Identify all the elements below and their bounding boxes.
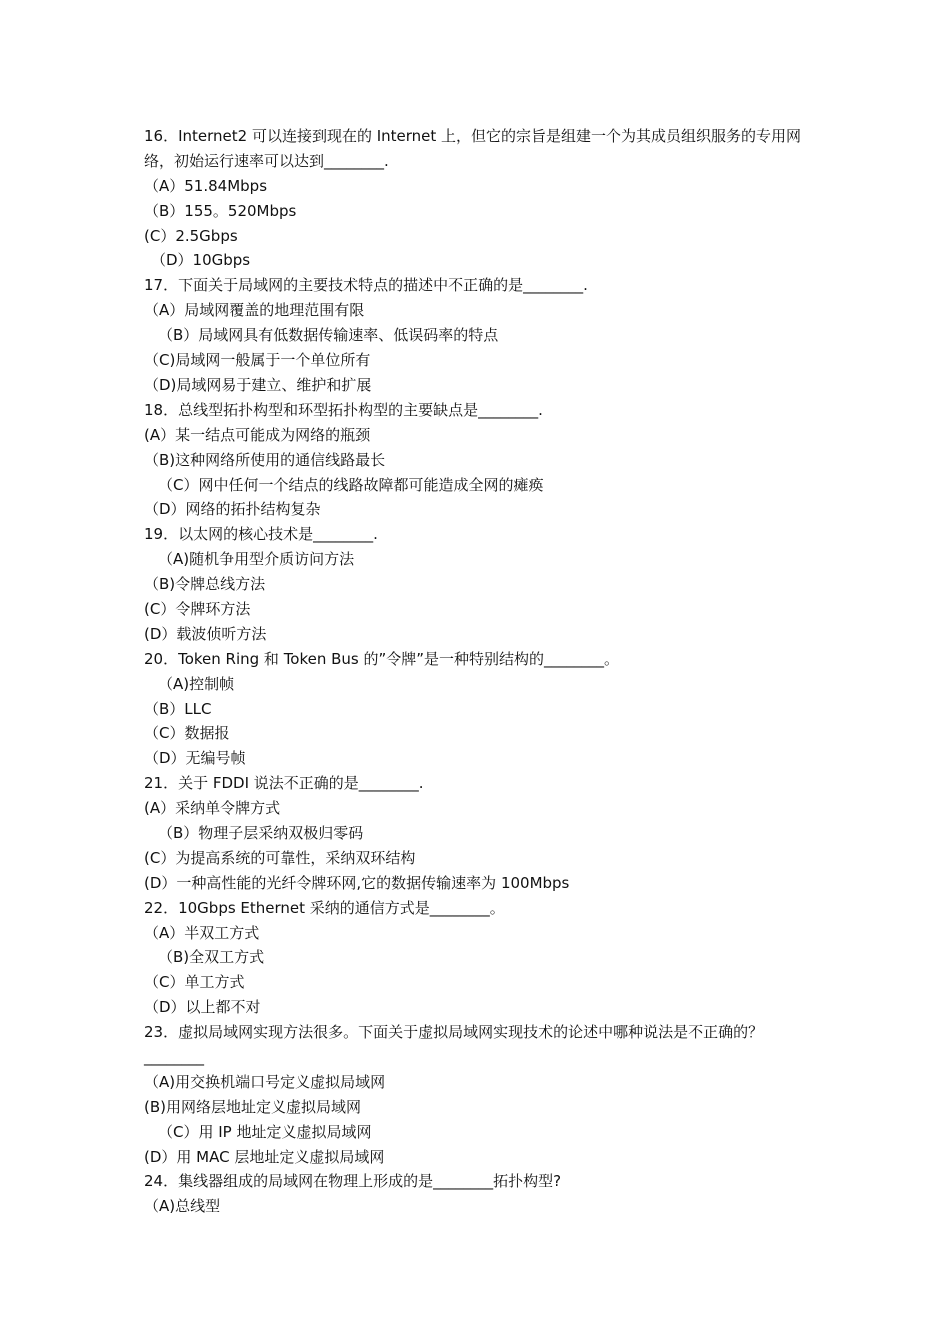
question-18-stem: 18．总线型拓扑构型和环型拓扑构型的主要缺点是________. — [144, 400, 543, 419]
question-16-option-a: （A）51.84Mbps — [144, 176, 268, 195]
question-22-option-d: （D）以上都不对 — [144, 998, 261, 1017]
question-16-option-d: （D）10Gbps — [151, 251, 251, 270]
question-21-option-c: (C）为提高系统的可靠性，采纳双环结构 — [144, 848, 416, 867]
question-21-option-b: （B）物理子层采纳双极归零码 — [158, 823, 364, 842]
question-22-stem: 22．10Gbps Ethernet 采纳的通信方式是________。 — [144, 898, 505, 917]
document-page — [144, 124, 814, 1219]
question-21-stem: 21．关于 FDDI 说法不正确的是________. — [144, 774, 424, 793]
question-18-option-b: （B)这种网络所使用的通信线路最长 — [144, 450, 386, 469]
question-19-option-a: （A)随机争用型介质访问方法 — [158, 550, 355, 569]
question-16-option-b: （B）155。520Mbps — [144, 201, 297, 220]
question-22-option-b: （B)全双工方式 — [158, 948, 265, 967]
question-23-option-d: (D）用 MAC 层地址定义虚拟局域网 — [144, 1147, 385, 1166]
question-20-stem: 20．Token Ring 和 Token Bus 的”令牌”是一种特别结构的________。 — [144, 649, 620, 668]
question-18-option-a: (A）某一结点可能成为网络的瓶颈 — [144, 425, 371, 444]
question-17-stem: 17．下面关于局域网的主要技术特点的描述中不正确的是________. — [144, 276, 588, 295]
question-18-option-c: （C）网中任何一个结点的线路故障都可能造成全网的瘫痪 — [158, 475, 544, 494]
question-20-option-a: （A)控制帧 — [158, 674, 235, 693]
question-24-stem: 24．集线器组成的局域网在物理上形成的是________拓扑构型? — [144, 1172, 562, 1191]
question-23-option-c: （C）用 IP 地址定义虚拟局域网 — [158, 1122, 372, 1141]
question-22-option-a: （A）半双工方式 — [144, 923, 260, 942]
question-16-stem: 16．Internet2 可以连接到现在的 Internet 上，但它的宗旨是组建一个为其成员组织服务的专用网络，初始运行速率可以达到________. — [144, 127, 802, 170]
question-24-option-a: （A)总线型 — [144, 1197, 221, 1216]
question-21-option-d: (D）一种高性能的光纤令牌环网,它的数据传输速率为 100Mbps — [144, 873, 570, 892]
question-23-option-a: （A)用交换机端口号定义虚拟局域网 — [144, 1072, 386, 1091]
question-18-option-d: （D）网络的拓扑结构复杂 — [144, 500, 321, 519]
question-17-option-b: （B）局域网具有低数据传输速率、低误码率的特点 — [158, 326, 499, 345]
question-21-option-a: (A）采纳单令牌方式 — [144, 799, 281, 818]
question-20-option-d: （D）无编号帧 — [144, 749, 246, 768]
question-20-option-c: （C）数据报 — [144, 724, 230, 743]
question-16-option-c: (C）2.5Gbps — [144, 226, 238, 245]
question-23-option-b: (B)用网络层地址定义虚拟局域网 — [144, 1097, 361, 1116]
question-20-option-b: （B）LLC — [144, 699, 212, 718]
question-17-option-c: （C)局域网一般属于一个单位所有 — [144, 351, 371, 370]
question-23-stem: 23．虚拟局域网实现方法很多。下面关于虚拟局域网实现技术的论述中哪种说法是不正确的？________ — [144, 1023, 764, 1066]
question-19-option-c: (C）令牌环方法 — [144, 599, 251, 618]
question-17-option-a: （A）局域网覆盖的地理范围有限 — [144, 301, 365, 320]
question-19-stem: 19．以太网的核心技术是________. — [144, 525, 378, 544]
question-19-option-d: (D）载波侦听方法 — [144, 624, 267, 643]
question-17-option-d: （D)局域网易于建立、维护和扩展 — [144, 375, 372, 394]
question-19-option-b: （B)令牌总线方法 — [144, 575, 266, 594]
question-22-option-c: （C）单工方式 — [144, 973, 245, 992]
